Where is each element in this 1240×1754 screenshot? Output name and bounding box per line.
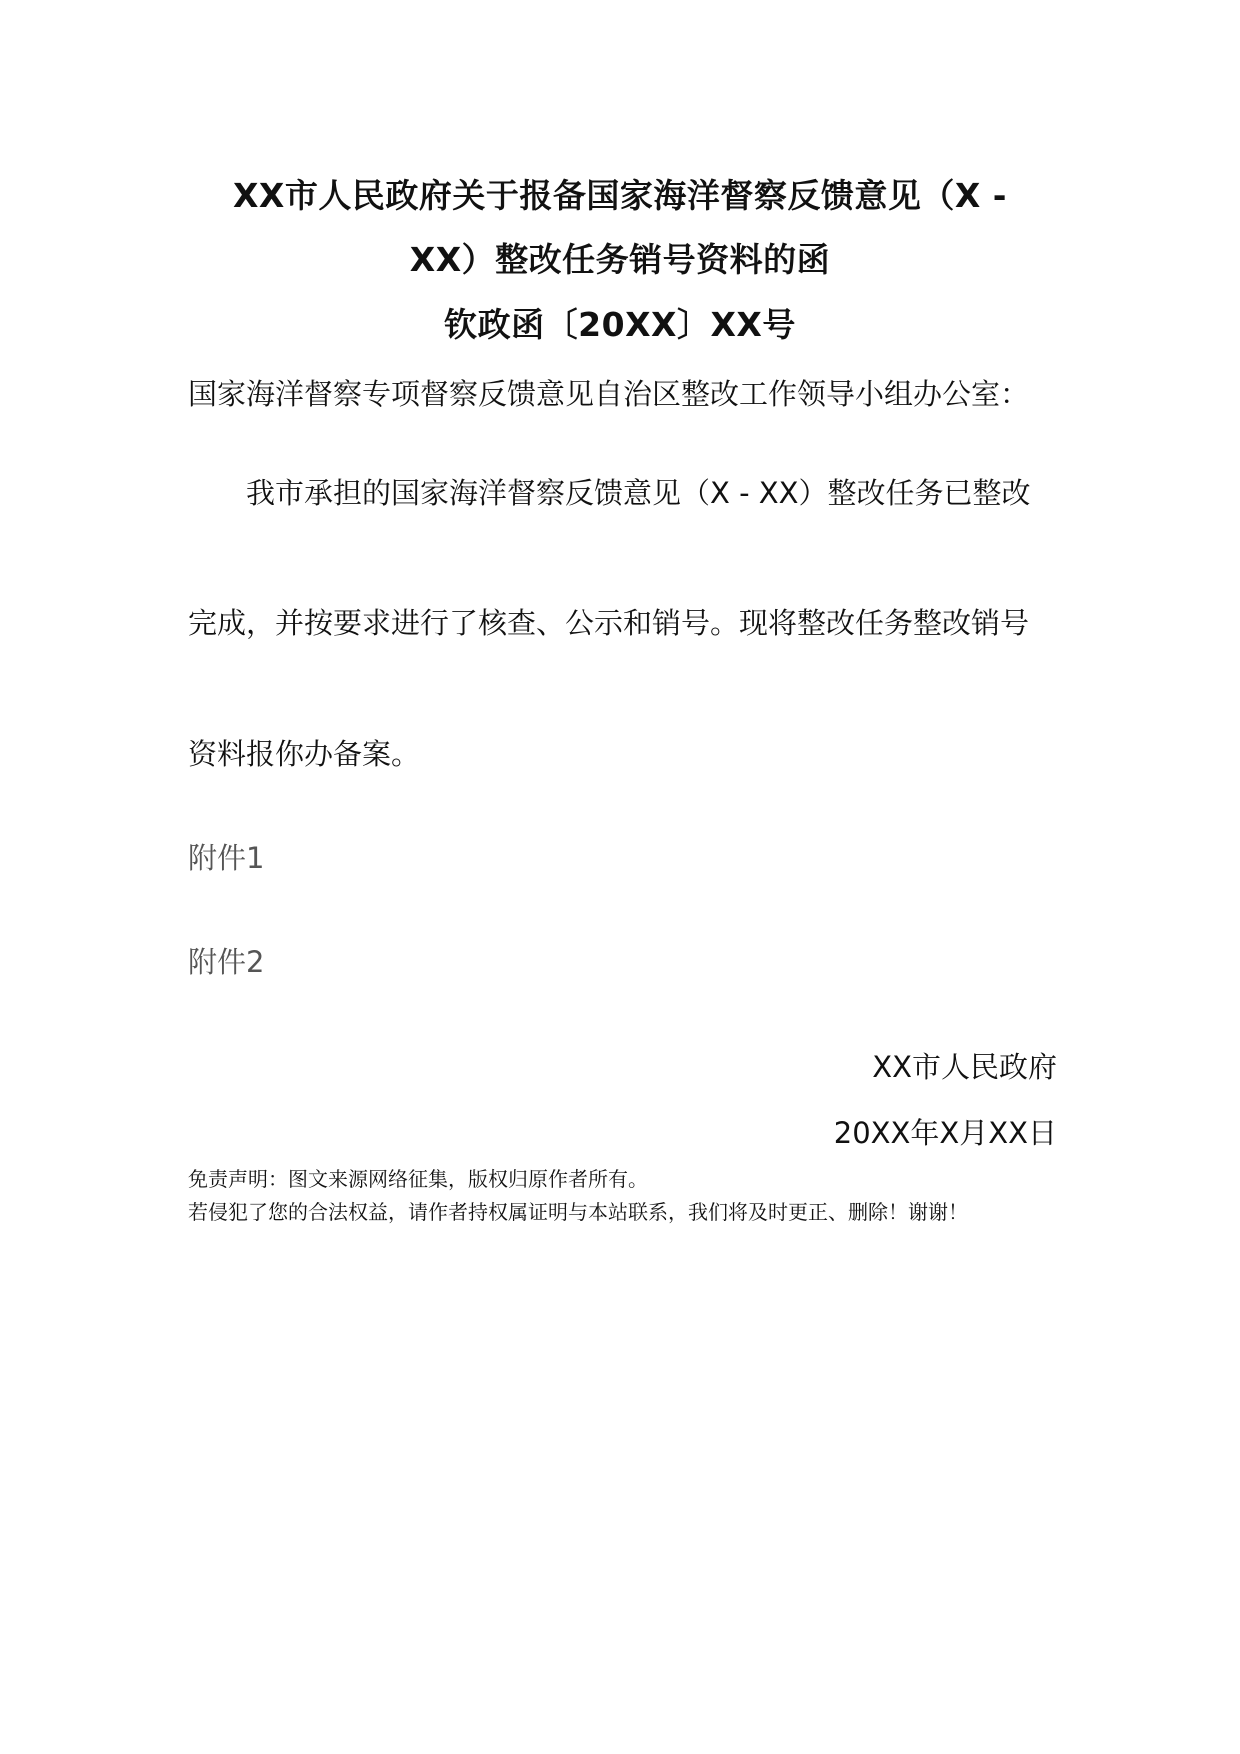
disclaimer-line-1: 免责声明：图文来源网络征集，版权归原作者所有。 — [188, 1167, 648, 1191]
document-title-line-1: XX市人民政府关于报备国家海洋督察反馈意见（X - — [232, 176, 1007, 215]
document-number: 钦政函〔20XX〕XX号 — [444, 305, 796, 344]
signature-organization: XX市人民政府 — [872, 1050, 1057, 1084]
attachment-1: 附件1 — [188, 841, 265, 875]
attachment-2: 附件2 — [188, 945, 265, 979]
body-paragraph-line-3: 资料报你办备案。 — [188, 737, 421, 771]
signature-date: 20XX年X月XX日 — [833, 1116, 1057, 1150]
body-paragraph-line-2: 完成，并按要求进行了核查、公示和销号。现将整改任务整改销号 — [188, 606, 1030, 640]
recipient-line: 国家海洋督察专项督察反馈意见自治区整改工作领导小组办公室： — [188, 377, 1030, 411]
disclaimer-line-2: 若侵犯了您的合法权益，请作者持权属证明与本站联系，我们将及时更正、删除！谢谢！ — [188, 1200, 968, 1224]
body-paragraph-line-1: 我市承担的国家海洋督察反馈意见（X - XX）整改任务已整改 — [246, 476, 1031, 510]
document-title-line-2: XX）整改任务销号资料的函 — [409, 240, 831, 279]
